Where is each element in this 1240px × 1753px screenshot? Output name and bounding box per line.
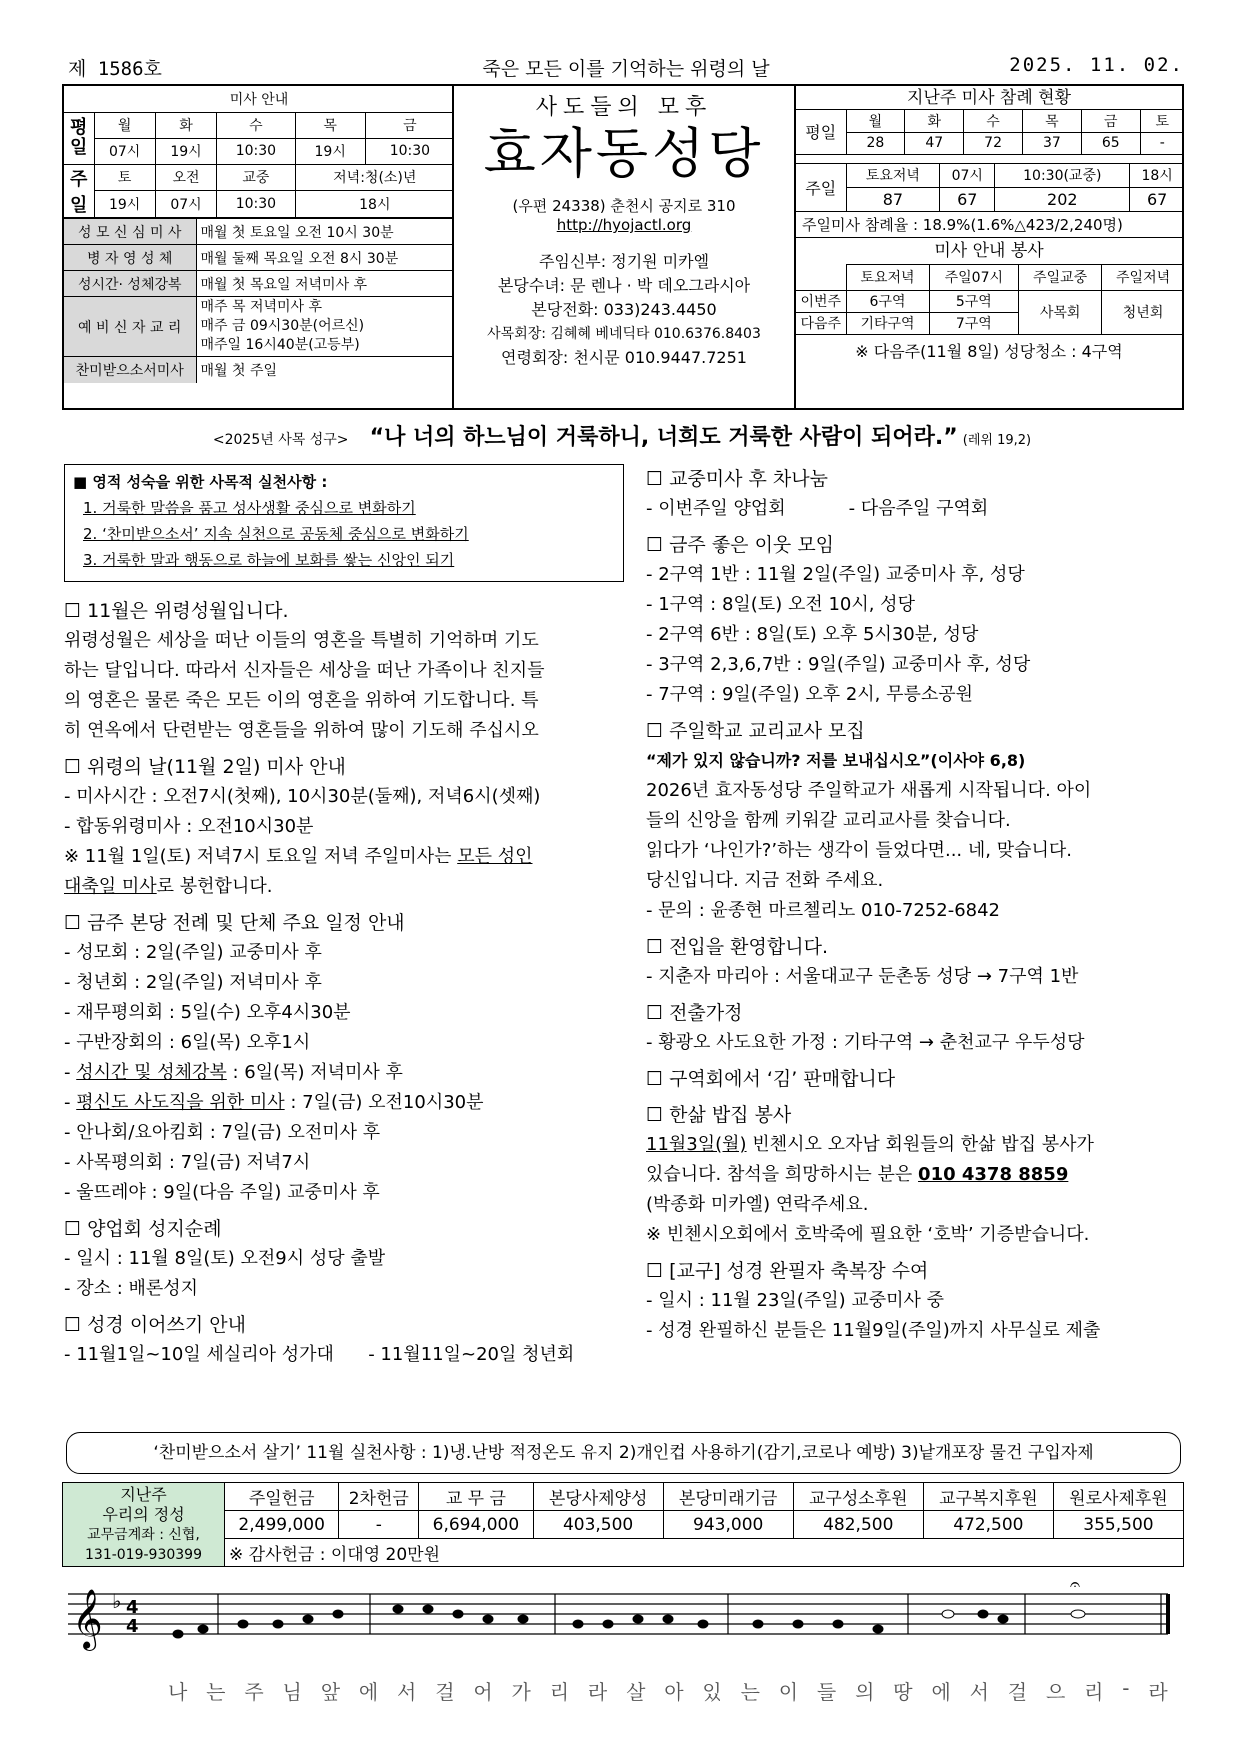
offering-label-3: 교무금계좌 : 신협, bbox=[87, 1526, 200, 1543]
sun-head: 저녁:청(소)년 bbox=[295, 164, 454, 191]
service-head: 주일07시 bbox=[929, 264, 1019, 290]
text-line: - 미사시간 : 오전7시(첫째), 10시30분(둘째), 저녁6시(셋째) bbox=[64, 786, 541, 807]
lyric-syllable: 서 bbox=[397, 1680, 417, 1704]
sun-head: 토 bbox=[94, 164, 155, 191]
parish-url[interactable]: http://hyojactl.org bbox=[556, 216, 692, 234]
event-time: : 7일(금) 오전10시30분 bbox=[284, 1092, 484, 1113]
sun-time: 10:30 bbox=[217, 191, 295, 218]
sunday-label: 주일 bbox=[64, 164, 94, 217]
attendance bbox=[794, 86, 1182, 408]
sun-time: 19시 bbox=[94, 191, 155, 218]
lyric-syllable: 앞 bbox=[320, 1680, 341, 1704]
text-line: 2026년 효자동성당 주일학교가 새롭게 시작됩니다. 아이 bbox=[646, 780, 1092, 801]
offering-head: 본당미래기금 bbox=[663, 1483, 793, 1511]
service-head: 토요저녁 bbox=[846, 264, 929, 290]
svg-text:4: 4 bbox=[126, 1616, 139, 1637]
offering-head: 교구복지후원 bbox=[923, 1483, 1053, 1511]
quote-line: “제가 있지 않습니까? 저를 보내십시오”(이사야 6,8) bbox=[646, 751, 1026, 770]
text-line: - 구반장회의 : 6일(목) 오후1시 bbox=[64, 1032, 311, 1053]
text-line: - 성모회 : 2일(주일) 교중미사 후 bbox=[64, 942, 322, 963]
lyric-syllable: 땅 bbox=[893, 1680, 913, 1704]
offering-value: 482,500 bbox=[793, 1511, 923, 1539]
service-corner bbox=[796, 264, 846, 290]
weekday-label: 평일 bbox=[64, 112, 94, 164]
text-line: ※ 빈첸시오회에서 호박죽에 필요한 ‘호박’ 기증받습니다. bbox=[646, 1224, 1090, 1245]
svg-text:♭: ♭ bbox=[112, 1589, 122, 1613]
note-text: ※ 11월 1일(토) 저녁7시 토요일 저녁 주일미사는 bbox=[64, 846, 458, 867]
offering-value: 355,500 bbox=[1053, 1511, 1183, 1539]
text-line: - 일시 : 11월 23일(주일) 교중미사 중 bbox=[646, 1290, 945, 1311]
att-count: 65 bbox=[1081, 132, 1140, 154]
lyric-syllable: - bbox=[1122, 1676, 1130, 1700]
parish-info bbox=[454, 86, 794, 408]
svg-text:4: 4 bbox=[126, 1597, 139, 1618]
lyric-syllable: 가 bbox=[511, 1680, 531, 1704]
text-line: (박종화 미카엘) 연락주세요. bbox=[646, 1194, 869, 1215]
section-title: ☐ 전출가정 bbox=[646, 1002, 743, 1024]
text-line: - 1구역 : 8일(토) 오전 10시, 성당 bbox=[646, 594, 915, 615]
row-key: 찬미받으소서미사 bbox=[64, 357, 196, 383]
section-title: ☐ 성경 이어쓰기 안내 bbox=[64, 1314, 246, 1336]
section-title: ☐ 주일학교 교리교사 모집 bbox=[646, 720, 865, 742]
date-underline: 11월3일(월) bbox=[646, 1134, 747, 1155]
lyric-syllable: 라 bbox=[587, 1680, 608, 1704]
att-sunday-label: 주일 bbox=[796, 163, 846, 211]
parish-name: 효자동성당 bbox=[483, 122, 765, 185]
lyric-syllable: 리 bbox=[549, 1680, 570, 1704]
att-day: 토 bbox=[1140, 110, 1184, 132]
row-key: 병 자 영 성 체 bbox=[64, 245, 196, 271]
nuns: 본당수녀: 문 렌나 · 박 데오그라시아 bbox=[497, 276, 751, 295]
mass-title: 미사 안내 bbox=[64, 86, 454, 112]
day-cell: 화 bbox=[155, 112, 216, 138]
parish-subtitle: 사도들의 모후 bbox=[535, 95, 713, 120]
text-line: - 성시간 및 성체강복 : 6일(목) 저녁미사 후 bbox=[64, 1062, 403, 1083]
motto bbox=[60, 420, 1184, 451]
offering-label-2: 우리의 정성 bbox=[102, 1504, 185, 1524]
offering-table bbox=[62, 1482, 1184, 1567]
text-line: - 이번주일 양업회 - 다음주일 구역회 bbox=[646, 498, 989, 519]
row-value: 매월 둘째 목요일 오전 8시 30분 bbox=[196, 245, 454, 271]
row-key: 성시간· 성체강복 bbox=[64, 271, 196, 297]
section-title: ☐ 위령의 날(11월 2일) 미사 안내 bbox=[64, 756, 346, 778]
att-sun-head: 18시 bbox=[1130, 163, 1184, 187]
lyrics bbox=[168, 1676, 1168, 1705]
section-title: ☐ 11월은 위령성월입니다. bbox=[64, 600, 289, 622]
row-value bbox=[196, 297, 454, 357]
offering-value: - bbox=[339, 1511, 419, 1539]
offering-label bbox=[63, 1483, 225, 1567]
mass-table bbox=[64, 86, 454, 218]
text-line: - 지춘자 마리아 : 서울대교구 둔촌동 성당 → 7구역 1반 bbox=[646, 966, 1079, 987]
catechism-line: 매주 목 저녁미사 후 bbox=[200, 299, 323, 315]
section-title: ☐ 전입을 환영합니다. bbox=[646, 936, 828, 958]
att-day: 목 bbox=[1022, 110, 1081, 132]
mass-extra-table bbox=[64, 218, 454, 383]
text-line: 의 영혼은 물론 죽은 모든 이의 영혼을 위하여 기도합니다. 특 bbox=[64, 690, 539, 711]
text-line: - 2구역 6반 : 8일(토) 오후 5시30분, 성당 bbox=[646, 624, 979, 645]
sun-head: 오전 bbox=[155, 164, 216, 191]
lyric-syllable: 는 bbox=[740, 1680, 760, 1704]
offering-value: 6,694,000 bbox=[419, 1511, 533, 1539]
lyric-syllable: 리 bbox=[1084, 1680, 1104, 1704]
text-line: - 일시 : 11월 8일(토) 오전9시 성당 출발 bbox=[64, 1248, 386, 1269]
att-sun-count: 67 bbox=[1130, 187, 1184, 211]
lyric-syllable: 있 bbox=[702, 1680, 722, 1704]
text-line: 들의 신앙을 함께 키워갈 교리교사를 찾습니다. bbox=[646, 810, 1011, 831]
text-line: 읽다가 ‘나인가?’하는 생각이 들었다면... 네, 맞습니다. bbox=[646, 840, 1072, 861]
att-sun-count: 87 bbox=[846, 187, 940, 211]
service-cell: 기타구역 bbox=[846, 312, 929, 334]
text-span: 있습니다. 참석을 희망하시는 분은 bbox=[646, 1164, 919, 1185]
text-line: - 재무평의회 : 5일(수) 오후4시30분 bbox=[64, 1002, 351, 1023]
offering-label-4: 131-019-930399 bbox=[85, 1546, 202, 1563]
text-line: - 문의 : 윤종현 마르첼리노 010-7252-6842 bbox=[646, 900, 1001, 921]
sun-time: 07시 bbox=[155, 191, 216, 218]
text-line: - 사목평의회 : 7일(금) 저녁7시 bbox=[64, 1152, 311, 1173]
note-underline: 대축일 미사 bbox=[64, 876, 157, 897]
text-line: - 장소 : 배론성지 bbox=[64, 1278, 199, 1299]
row-key: 성 모 신 심 미 사 bbox=[64, 219, 196, 245]
lyric-syllable: 의 bbox=[855, 1680, 875, 1704]
att-count: 72 bbox=[964, 132, 1023, 154]
priest: 주임신부: 정기원 미카엘 bbox=[538, 252, 710, 271]
att-sun-head: 10:30(교중) bbox=[995, 163, 1130, 187]
catechism-line: 매주일 16시40분(고등부) bbox=[200, 337, 360, 353]
practice-item: 1. 거룩한 말씀을 품고 성사생활 중심으로 변화하기 bbox=[83, 499, 416, 517]
service-title: 미사 안내 봉사 bbox=[934, 240, 1044, 261]
section-title: ☐ 금주 본당 전례 및 단체 주요 일정 안내 bbox=[64, 912, 405, 934]
time-cell: 10:30 bbox=[217, 138, 295, 164]
offering-head: 원로사제후원 bbox=[1053, 1483, 1183, 1511]
section-title: ☐ 교중미사 후 차나눔 bbox=[646, 468, 828, 490]
phone: 본당전화: 033)243.4450 bbox=[531, 300, 717, 319]
lyric-syllable: 들 bbox=[816, 1680, 837, 1704]
sun-head: 교중 bbox=[217, 164, 295, 191]
offering-value: 403,500 bbox=[533, 1511, 663, 1539]
att-day: 금 bbox=[1081, 110, 1140, 132]
lyric-syllable: 주 bbox=[244, 1680, 264, 1704]
text-line: 위령성월은 세상을 떠난 이들의 영혼을 특별히 기억하며 기도 bbox=[64, 630, 539, 651]
section-title: ☐ [교구] 성경 완필자 축복장 수여 bbox=[646, 1260, 929, 1282]
text-line bbox=[64, 872, 624, 902]
lyric-syllable: 님 bbox=[282, 1680, 302, 1704]
issue-number: 제 1586호 bbox=[68, 58, 162, 80]
service-cell: 6구역 bbox=[846, 290, 929, 312]
this-week-label: 이번주 bbox=[796, 290, 846, 312]
day-cell: 금 bbox=[365, 112, 454, 138]
offering-value: 2,499,000 bbox=[225, 1511, 339, 1539]
practice-title: ■ 영적 성숙을 위한 사목적 실천사항 : bbox=[73, 473, 328, 491]
top-info-box bbox=[62, 84, 1184, 410]
offering-head: 주일헌금 bbox=[225, 1483, 339, 1511]
lyric-syllable: 걸 bbox=[435, 1680, 455, 1704]
text-line: - 2구역 1반 : 11월 2일(주일) 교중미사 후, 성당 bbox=[646, 564, 1025, 585]
text-line: - 안나회/요아킴회 : 7일(금) 오전미사 후 bbox=[64, 1122, 381, 1143]
time-cell: 19시 bbox=[295, 138, 365, 164]
lyric-syllable: 이 bbox=[778, 1680, 799, 1704]
phone-number: 010 4378 8859 bbox=[918, 1164, 1069, 1185]
att-count: 47 bbox=[905, 132, 964, 154]
row-value: 매월 첫 목요일 저녁미사 후 bbox=[196, 271, 454, 297]
time-cell: 10:30 bbox=[365, 138, 454, 164]
text-line: 당신입니다. 지금 전화 주세요. bbox=[646, 870, 884, 891]
music-staff bbox=[68, 1572, 1182, 1672]
row-value: 매월 첫 토요일 오전 10시 30분 bbox=[196, 219, 454, 245]
att-day: 월 bbox=[846, 110, 905, 132]
time-cell: 19시 bbox=[155, 138, 216, 164]
underlined-event: 성시간 및 성체강복 bbox=[76, 1062, 227, 1083]
section-title: ☐ 한삶 밥집 봉사 bbox=[646, 1104, 792, 1126]
att-count: 37 bbox=[1022, 132, 1081, 154]
att-count: 28 bbox=[846, 132, 905, 154]
service-table bbox=[796, 264, 1184, 335]
att-count: - bbox=[1140, 132, 1184, 154]
lyric-syllable: 에 bbox=[931, 1680, 951, 1704]
lyric-syllable: 으 bbox=[1045, 1680, 1066, 1704]
catechism-line: 매주 금 09시30분(어르신) bbox=[200, 318, 365, 334]
lyric-syllable: 서 bbox=[969, 1680, 989, 1704]
attendance-sunday-table bbox=[796, 163, 1184, 212]
practice-item: 2. ‘찬미받으소서’ 지속 실천으로 공동체 중심으로 변화하기 bbox=[83, 525, 469, 543]
lyric-syllable: 나 bbox=[168, 1680, 188, 1704]
offering-head: 본당사제양성 bbox=[533, 1483, 663, 1511]
text-line bbox=[64, 842, 624, 872]
attendance-weekday-table bbox=[796, 110, 1184, 155]
note-underline: 모든 성인 bbox=[457, 846, 533, 867]
row-value: 매월 첫 주일 bbox=[196, 357, 454, 383]
svg-text:𝄐: 𝄐 bbox=[1070, 1574, 1081, 1595]
service-head: 주일교중 bbox=[1019, 264, 1102, 290]
header-title: 죽은 모든 이를 기억하는 위령의 날 bbox=[482, 58, 770, 80]
sun-time: 18시 bbox=[295, 191, 454, 218]
motto-ref: (레위 19,2) bbox=[962, 433, 1032, 448]
text-line: - 평신도 사도직을 위한 미사 : 7일(금) 오전10시30분 bbox=[64, 1092, 484, 1113]
service-merged: 청년회 bbox=[1102, 290, 1184, 334]
offering-head: 교 무 금 bbox=[419, 1483, 533, 1511]
text-line: 하는 달입니다. 따라서 신자들은 세상을 떠난 가족이나 친지들 bbox=[64, 660, 545, 681]
text-line: - 7구역 : 9일(주일) 오후 2시, 무릉소공원 bbox=[646, 684, 974, 705]
text-line: - 울뜨레야 : 9일(다음 주일) 교중미사 후 bbox=[64, 1182, 380, 1203]
text-line bbox=[646, 1160, 1186, 1190]
elder-head: 연령회장: 천시문 010.9447.7251 bbox=[501, 348, 747, 367]
text-line: - 성경 완필하신 분들은 11월9일(주일)까지 사무실로 제출 bbox=[646, 1320, 1101, 1341]
text-line: - 황광오 사도요한 가정 : 기타구역 → 춘천교구 우두성당 bbox=[646, 1032, 1085, 1053]
text-span: 빈첸시오 오자남 회원들의 한삶 밥집 봉사가 bbox=[746, 1134, 1094, 1155]
row-key: 예 비 신 자 교 리 bbox=[64, 297, 196, 357]
offering-value: 943,000 bbox=[663, 1511, 793, 1539]
service-merged: 사목회 bbox=[1019, 290, 1102, 334]
lyric-syllable: 는 bbox=[206, 1680, 226, 1704]
lyric-syllable: 아 bbox=[664, 1680, 684, 1704]
note-text: 로 봉헌합니다. bbox=[156, 876, 273, 897]
council-head: 사목회장: 김혜혜 베네딕타 010.6376.8403 bbox=[487, 326, 761, 342]
lyric-syllable: 살 bbox=[626, 1680, 646, 1704]
lyric-syllable: 라 bbox=[1148, 1680, 1168, 1704]
day-cell: 수 bbox=[217, 112, 295, 138]
offering-label-1: 지난주 bbox=[120, 1484, 167, 1504]
cleaning-note: ※ 다음주(11월 8일) 성당청소 : 4구역 bbox=[855, 341, 1123, 361]
text-line bbox=[646, 1130, 1186, 1160]
text-line: 히 연옥에서 단련받는 영혼들을 위하여 많이 기도해 주십시오 bbox=[64, 720, 539, 741]
service-head: 주일저녁 bbox=[1102, 264, 1184, 290]
service-cell: 7구역 bbox=[929, 312, 1019, 334]
next-week-label: 다음주 bbox=[796, 312, 846, 334]
service-cell: 5구역 bbox=[929, 290, 1019, 312]
text-line: - 청년회 : 2일(주일) 저녁미사 후 bbox=[64, 972, 322, 993]
header bbox=[68, 52, 1184, 84]
lyric-syllable: 어 bbox=[473, 1680, 493, 1704]
left-column bbox=[64, 590, 624, 1370]
mass-schedule bbox=[64, 86, 454, 408]
practice-item: 3. 거룩한 말과 행동으로 하늘에 보화를 쌓는 신앙인 되기 bbox=[83, 551, 455, 569]
issue-date: 2025. 11. 02. bbox=[1009, 54, 1184, 76]
motto-quote: “나 너의 하느님이 거룩하니, 너희도 거룩한 사람이 되어라.” bbox=[369, 425, 958, 450]
offering-head: 교구성소후원 bbox=[793, 1483, 923, 1511]
offering-head: 2차헌금 bbox=[339, 1483, 419, 1511]
section-title: ☐ 구역회에서 ‘김’ 판매합니다 bbox=[646, 1068, 896, 1090]
music-score bbox=[68, 1572, 1182, 1722]
text-line: - 합동위령미사 : 오전10시30분 bbox=[64, 816, 314, 837]
att-sun-count: 67 bbox=[940, 187, 995, 211]
lyric-syllable: 에 bbox=[358, 1680, 379, 1704]
event-time: : 6일(목) 저녁미사 후 bbox=[226, 1062, 403, 1083]
att-sun-head: 토요저녁 bbox=[846, 163, 940, 187]
att-sun-head: 07시 bbox=[940, 163, 995, 187]
motto-label: <2025년 사목 성구> bbox=[212, 432, 349, 448]
attendance-title: 지난주 미사 참례 현황 bbox=[796, 86, 1182, 110]
att-day: 화 bbox=[905, 110, 964, 132]
day-cell: 월 bbox=[94, 112, 155, 138]
right-column bbox=[646, 458, 1186, 1346]
underlined-event: 평신도 사도직을 위한 미사 bbox=[76, 1092, 285, 1113]
practice-box bbox=[64, 464, 624, 582]
att-weekday-label: 평일 bbox=[796, 110, 846, 154]
parish-contacts bbox=[454, 250, 794, 370]
thanks-note: ※ 감사헌금 : 이대영 20만원 bbox=[225, 1539, 1184, 1567]
att-day: 수 bbox=[964, 110, 1023, 132]
attendance-rate: 주일미사 참례율 : 18.9%(1.6%△423/2,240명) bbox=[796, 212, 1182, 238]
text-line: - 3구역 2,3,6,7반 : 9일(주일) 교중미사 후, 성당 bbox=[646, 654, 1031, 675]
att-sun-count: 202 bbox=[995, 187, 1130, 211]
svg-text:𝄞: 𝄞 bbox=[72, 1589, 103, 1649]
day-cell: 목 bbox=[295, 112, 365, 138]
offering-value: 472,500 bbox=[923, 1511, 1053, 1539]
lyric-syllable: 걸 bbox=[1007, 1680, 1028, 1704]
section-title: ☐ 금주 좋은 이웃 모임 bbox=[646, 534, 835, 556]
practice-bar: ‘찬미받으소서 살기’ 11월 실천사항 : 1)냉.난방 적정온도 유지 2)개인컵 사용하기(감기,코로나 예방) 3)낱개포장 물건 구입자제 bbox=[66, 1432, 1181, 1474]
parish-address: (우편 24338) 춘천시 공지로 310 bbox=[512, 197, 736, 215]
section-title: ☐ 양업회 성지순례 bbox=[64, 1218, 222, 1240]
text-line: - 11월1일~10일 세실리아 성가대 - 11월11일~20일 청년회 bbox=[64, 1344, 575, 1365]
time-cell: 07시 bbox=[94, 138, 155, 164]
